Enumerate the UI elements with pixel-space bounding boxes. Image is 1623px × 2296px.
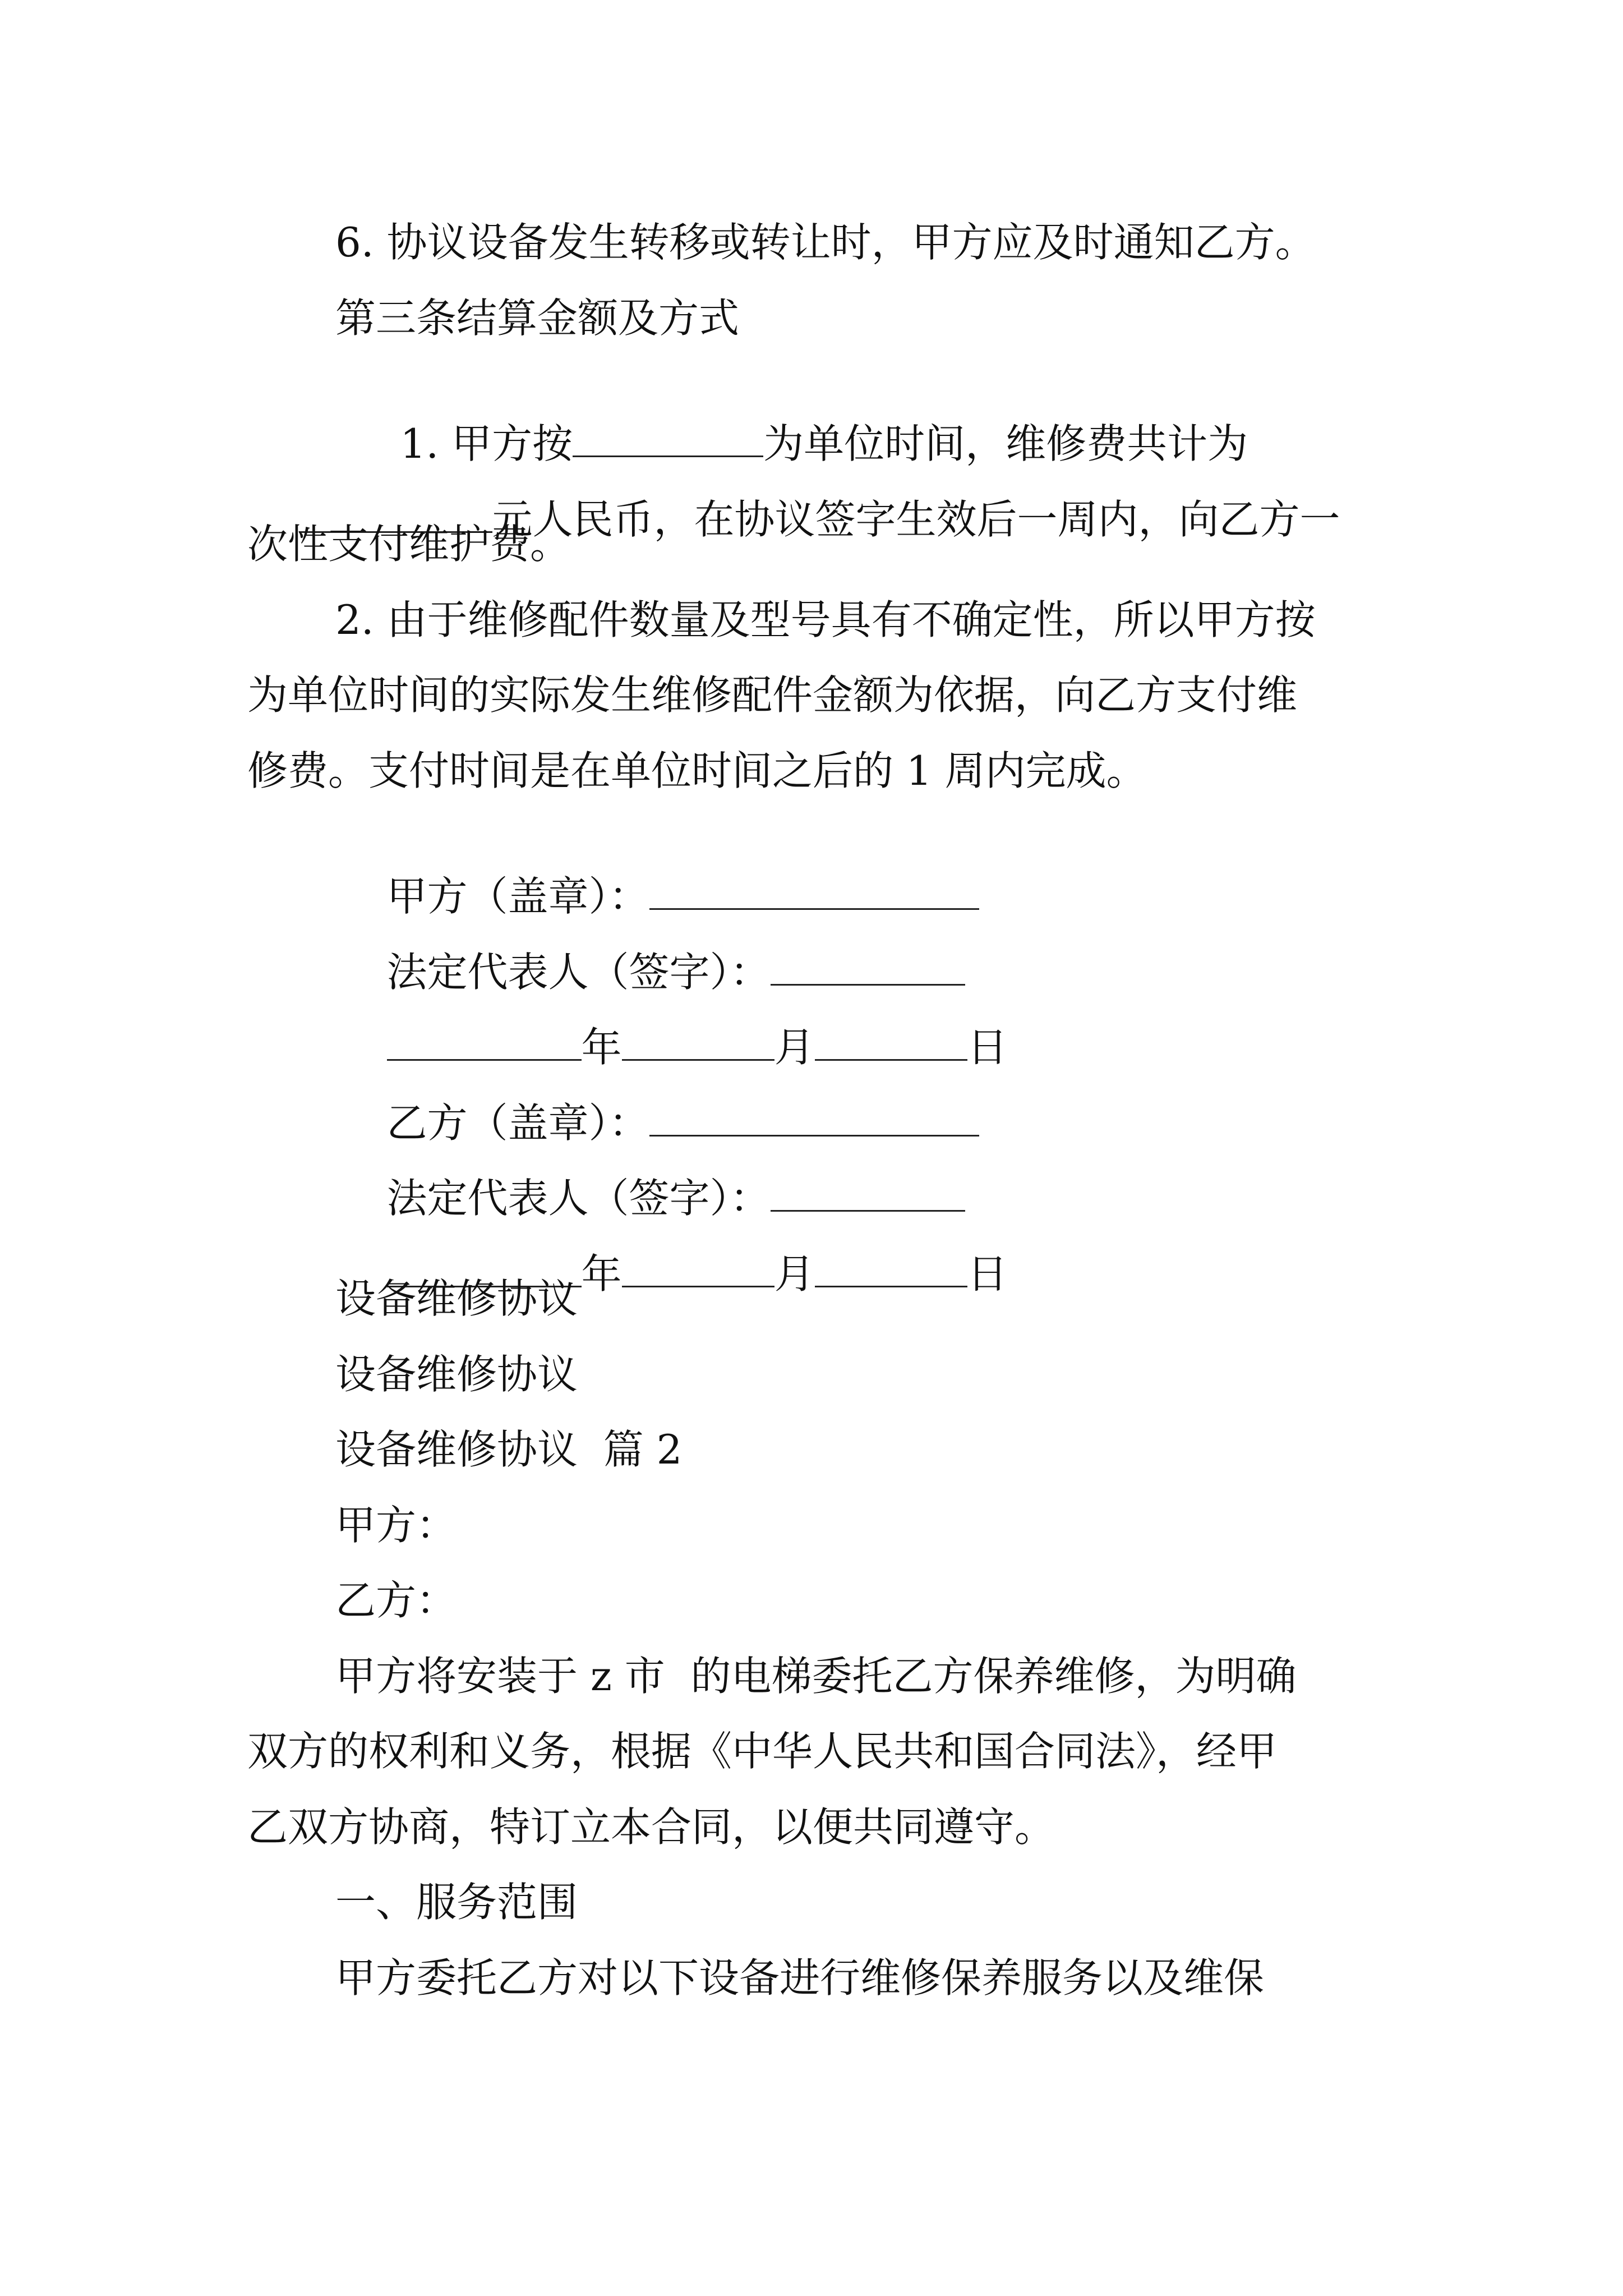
- clause-1-line-3: 次性支付维护费。: [247, 521, 571, 568]
- clause-1-prefix: 1. 甲方按: [400, 420, 573, 467]
- clause-2-line-1: 2. 由于维修配件数量及型号具有不确定性，所以甲方按: [335, 596, 1316, 643]
- month-label: 月: [774, 1250, 815, 1297]
- doc-title-1: 设备维修协议: [335, 1275, 578, 1322]
- year-label: 年: [581, 1024, 622, 1071]
- month-blank: [622, 1249, 774, 1287]
- doc-title-2: 设备维修协议: [335, 1351, 578, 1398]
- year-label: 年: [581, 1250, 622, 1297]
- clause-2-line-2: 为单位时间的实际发生维修配件金额为依据，向乙方支付维: [247, 671, 1298, 719]
- intro-line-2: 双方的权利和义务，根据《中华人民共和国合同法》，经甲: [247, 1728, 1278, 1775]
- month-label: 月: [774, 1024, 815, 1071]
- clause-1-amount-text: 元人民币，在协议签字生效后一周内，向乙方一: [492, 496, 1340, 543]
- day-label: 日: [967, 1250, 1008, 1297]
- section-1-heading: 一、服务范围: [335, 1879, 578, 1926]
- intro-line-1: 甲方将安装于 z 市 的电梯委托乙方保养维修，为明确: [335, 1653, 1297, 1700]
- day-label: 日: [967, 1024, 1008, 1071]
- scope-line-1: 甲方委托乙方对以下设备进行维修保养服务以及维保: [335, 1954, 1265, 2001]
- party-a-rep-label: 法定代表人（签字）：: [386, 949, 771, 996]
- party-a-label: 甲方：: [335, 1502, 457, 1549]
- party-a-seal-label: 甲方（盖章）：: [386, 873, 649, 920]
- clause-1-suffix: 为单位时间，维修费共计为: [763, 420, 1248, 467]
- article-3-heading: 第三条结算金额及方式: [335, 295, 740, 342]
- party-b-seal-label: 乙方（盖章）：: [386, 1099, 649, 1147]
- party-b-rep-label: 法定代表人（签字）：: [386, 1175, 771, 1222]
- party-b-label: 乙方：: [335, 1577, 457, 1624]
- doc-title-part-2: 设备维修协议 篇 2: [335, 1426, 683, 1473]
- clause-6-line: 6. 协议设备发生转移或转让时，甲方应及时通知乙方。: [335, 219, 1316, 266]
- intro-line-3: 乙双方协商，特订立本合同，以便共同遵守。: [247, 1803, 1055, 1851]
- clause-2-line-3: 修费。支付时间是在单位时间之后的 1 周内完成。: [247, 747, 1147, 794]
- day-blank: [815, 1249, 967, 1287]
